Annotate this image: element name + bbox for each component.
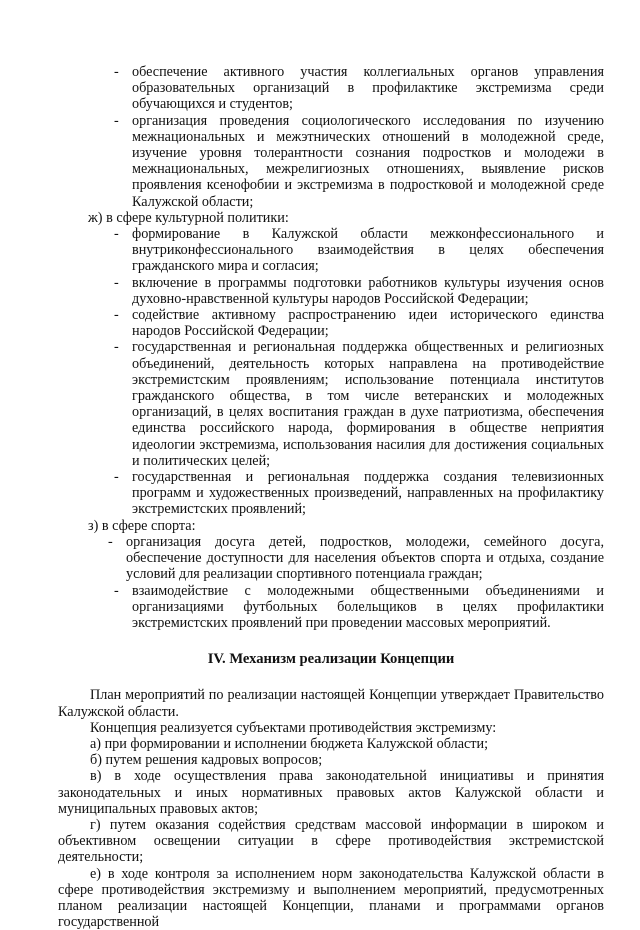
paragraph: б) путем решения кадровых вопросов; [90,752,323,769]
list-item [110,64,604,113]
section-body [58,687,604,930]
list-item-text: включение в программы подготовки работников культуры изучения основ духовно-нравственной культуры народов Российской Федерации; [132,274,604,307]
list-item-text: организация проведения социологического исследования по изучению межнациональных и межэтнических отношений в молодежной среде, изучение уровня толерантности сознания подростков и молодежи в межнациональных, межрелигиозных отношениях, выявление рисков проявления ксенофобии и экстремизма в подростковой и молодежной среде Калужской области; [132,112,604,210]
section-heading: IV. Механизм реализации Концепции [207,651,455,668]
culture-bullet-list [110,226,604,518]
paragraph: в) в ходе осуществления права законодательной инициативы и принятия законодательных и иных нормативных правовых актов Калужской области и муниципальных правовых актов; [58,768,604,817]
bullet-mark: - [114,582,119,599]
list-item-text: государственная и региональная поддержка общественных и религиозных объединений, деятельность которых направлена на противодействие экстремистским проявлениям; использование потенциала институтов гражданского общества, в том числе ветеранских и молодежных организаций, в целях воспитания граждан в духе патриотизма, обеспечения единства российского народа, формирования в обществе неприятия идеологии экстремизма, использования насилия для достижения социальных и политических целей; [132,339,604,469]
bullet-mark: - [114,274,119,291]
bullet-mark: - [114,226,119,243]
sport-heading: з) в сфере спорта: [88,517,196,534]
list-item [110,275,604,307]
list-item-text: государственная и региональная поддержка создания телевизионных программ и художественных произведений, направленных на профилактику экстремистских проявлений; [132,469,604,518]
list-item [110,307,604,339]
culture-heading: ж) в сфере культурной политики: [88,209,289,226]
bullet-mark: - [114,307,119,324]
paragraph: г) путем оказания содействия средствам массовой информации в широком и объективном освещении ситуации в сфере противодействия экстремистской деятельности; [58,816,604,866]
paragraph: Концепция реализуется субъектами противодействия экстремизму: [90,719,497,736]
bullet-mark: - [114,339,119,356]
bullet-mark: - [114,64,119,80]
bullet-mark: - [114,112,119,129]
intro-bullet-list [110,64,604,210]
bullet-mark: - [114,469,119,486]
list-item [110,339,604,469]
bullet-mark: - [108,533,113,550]
paragraph: е) в ходе контроля за исполнением норм законодательства Калужской области в сфере противодействия экстремизму и выполнением мероприятий, предусмотренных планом реализации настоящей Концепции, планами и программами органов государственной [58,865,604,930]
list-item-text: взаимодействие с молодежными общественными объединениями и организациями футбольных болельщиков в целях профилактики экстремистских проявлений при проведении массовых мероприятий. [132,582,604,631]
list-item [104,534,604,583]
list-item-text: содействие активному распространению идеи исторического единства народов Российской Федерации; [132,307,604,340]
list-item-text: формирование в Калужской области межконфессионального и внутриконфессионального взаимодействия в целях обеспечения гражданского мира и согласия; [132,226,604,275]
paragraph: а) при формировании и исполнении бюджета Калужской области; [90,735,489,752]
list-item [110,226,604,275]
list-item-text: обеспечение активного участия коллегиальных органов управления образовательных организаций в профилактике экстремизма среди обучающихся и студентов; [132,64,604,113]
list-item [110,469,604,518]
list-item [110,583,604,632]
sport-bullet-list [104,534,604,631]
paragraph: План мероприятий по реализации настоящей Концепции утверждает Правительство Калужской области. [58,687,604,720]
list-item-text: организация досуга детей, подростков, молодежи, семейного досуга, обеспечение доступности для населения объектов спорта и отдыха, создание условий для реализации спортивного потенциала граждан; [126,533,604,583]
list-item [110,113,604,210]
